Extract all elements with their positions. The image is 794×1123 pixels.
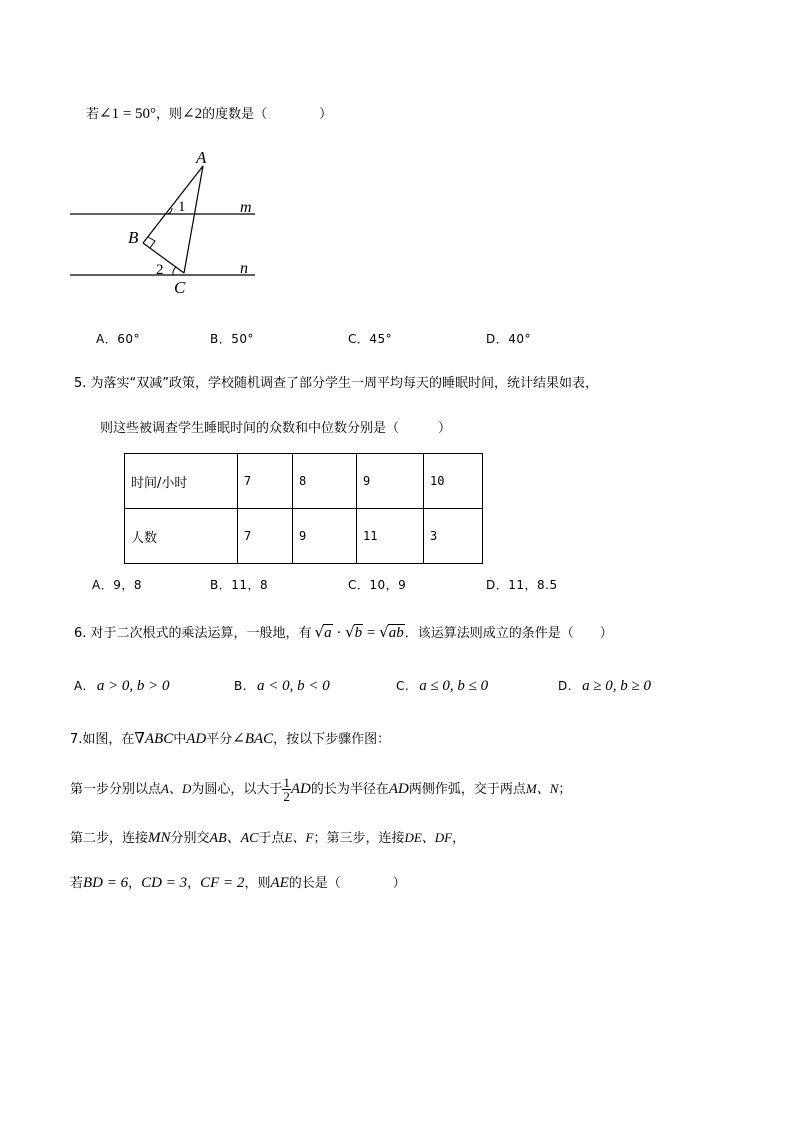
q5-option-d[interactable]: D．11，8.5: [486, 578, 558, 592]
q5-option-b[interactable]: B．11，8: [210, 578, 269, 592]
q6-radical-ab: √ab: [379, 623, 404, 641]
table-cell: 8: [293, 454, 357, 509]
q4-stem-suffix: 的度数是（ ）: [202, 107, 333, 122]
table-cell: 3: [424, 509, 483, 564]
label-angle-1: 1: [178, 199, 186, 215]
q6-stem-prefix: 6. 对于二次根式的乘法运算，一般地，有: [74, 626, 312, 641]
q4-angle1-value: ∠1 = 50°: [99, 106, 157, 122]
label-angle-2: 2: [156, 262, 164, 278]
q4-angle2: ∠2: [182, 106, 203, 122]
q6-option-c[interactable]: C. a ≤ 0, b ≤ 0: [396, 678, 489, 694]
label-m: m: [240, 199, 252, 216]
table-row: [125, 454, 483, 509]
q5-option-c[interactable]: C．10，9: [348, 578, 407, 592]
table-cell: 11: [357, 509, 424, 564]
table-cell: 9: [293, 509, 357, 564]
table-cell: 人数: [125, 509, 238, 564]
q6-option-d[interactable]: D. a ≥ 0, b ≥ 0: [558, 678, 652, 694]
q6-radical-b: √b: [345, 623, 363, 641]
table-cell: 7: [238, 509, 293, 564]
q4-option-c[interactable]: C．45°: [348, 332, 393, 346]
q5-data-table: [124, 453, 483, 564]
label-B: B: [128, 228, 139, 247]
label-n: n: [240, 260, 248, 277]
q5-option-a[interactable]: A．9，8: [92, 578, 142, 592]
table-cell: 时间/小时: [125, 454, 238, 509]
q7-line3: 第二步，连接MN分别交AB、AC于点E、F；第三步，连接DE、DF，: [70, 830, 466, 846]
q4-geometry-figure: [60, 140, 280, 300]
q7-line4: 若BD = 6，CD = 3，CF = 2，则AE的长是（ ）: [70, 875, 406, 891]
q7-line2: 第一步分别以点A、D为圆心，以大于 $\frac{1}{2}$ AD的长为半径在AD两侧作弧，交于两点M、N；: [70, 775, 572, 804]
table-cell: 9: [357, 454, 424, 509]
table-row: [125, 509, 483, 564]
label-C: C: [174, 278, 186, 297]
q6-option-b[interactable]: B. a < 0, b < 0: [234, 678, 330, 694]
q6-stem-suffix: ．该运算法则成立的条件是（ ）: [404, 626, 613, 641]
segment-AC: [184, 166, 203, 273]
q4-stem-mid: ，则: [156, 107, 183, 122]
table-cell: 10: [424, 454, 483, 509]
label-A: A: [196, 148, 207, 167]
q4-stem-prefix: 若: [86, 107, 100, 122]
q7-line1: 7.如图，在∇ABC中AD平分∠BAC，按以下步骤作图：: [70, 731, 391, 747]
segment-BC: [143, 243, 184, 273]
q6-radical-a: √a: [314, 623, 332, 641]
fraction-one-half: $\frac{1}{2}$: [283, 775, 290, 804]
q4-option-b[interactable]: B．50°: [210, 332, 255, 346]
angle2-arc: [173, 267, 176, 275]
q4-option-a[interactable]: A．60°: [96, 332, 140, 346]
q5-stem-line1: 5. 为落实“双减”政策，学校随机调查了部分学生一周平均每天的睡眠时间，统计结果如表，: [74, 376, 599, 391]
q4-stem: [86, 103, 332, 123]
q5-stem-line2: 则这些被调查学生睡眠时间的众数和中位数分别是（ ）: [100, 421, 452, 436]
segment-AB: [143, 166, 203, 243]
table-cell: 7: [238, 454, 293, 509]
q4-option-d[interactable]: D．40°: [486, 332, 532, 346]
q6-option-a[interactable]: A. a > 0, b > 0: [74, 678, 170, 694]
right-angle-mark: [148, 237, 155, 248]
q6-stem: 6. 对于二次根式的乘法运算，一般地，有 √a · √b = √ab．该运算法则成立的条件是（ ）: [74, 623, 613, 641]
